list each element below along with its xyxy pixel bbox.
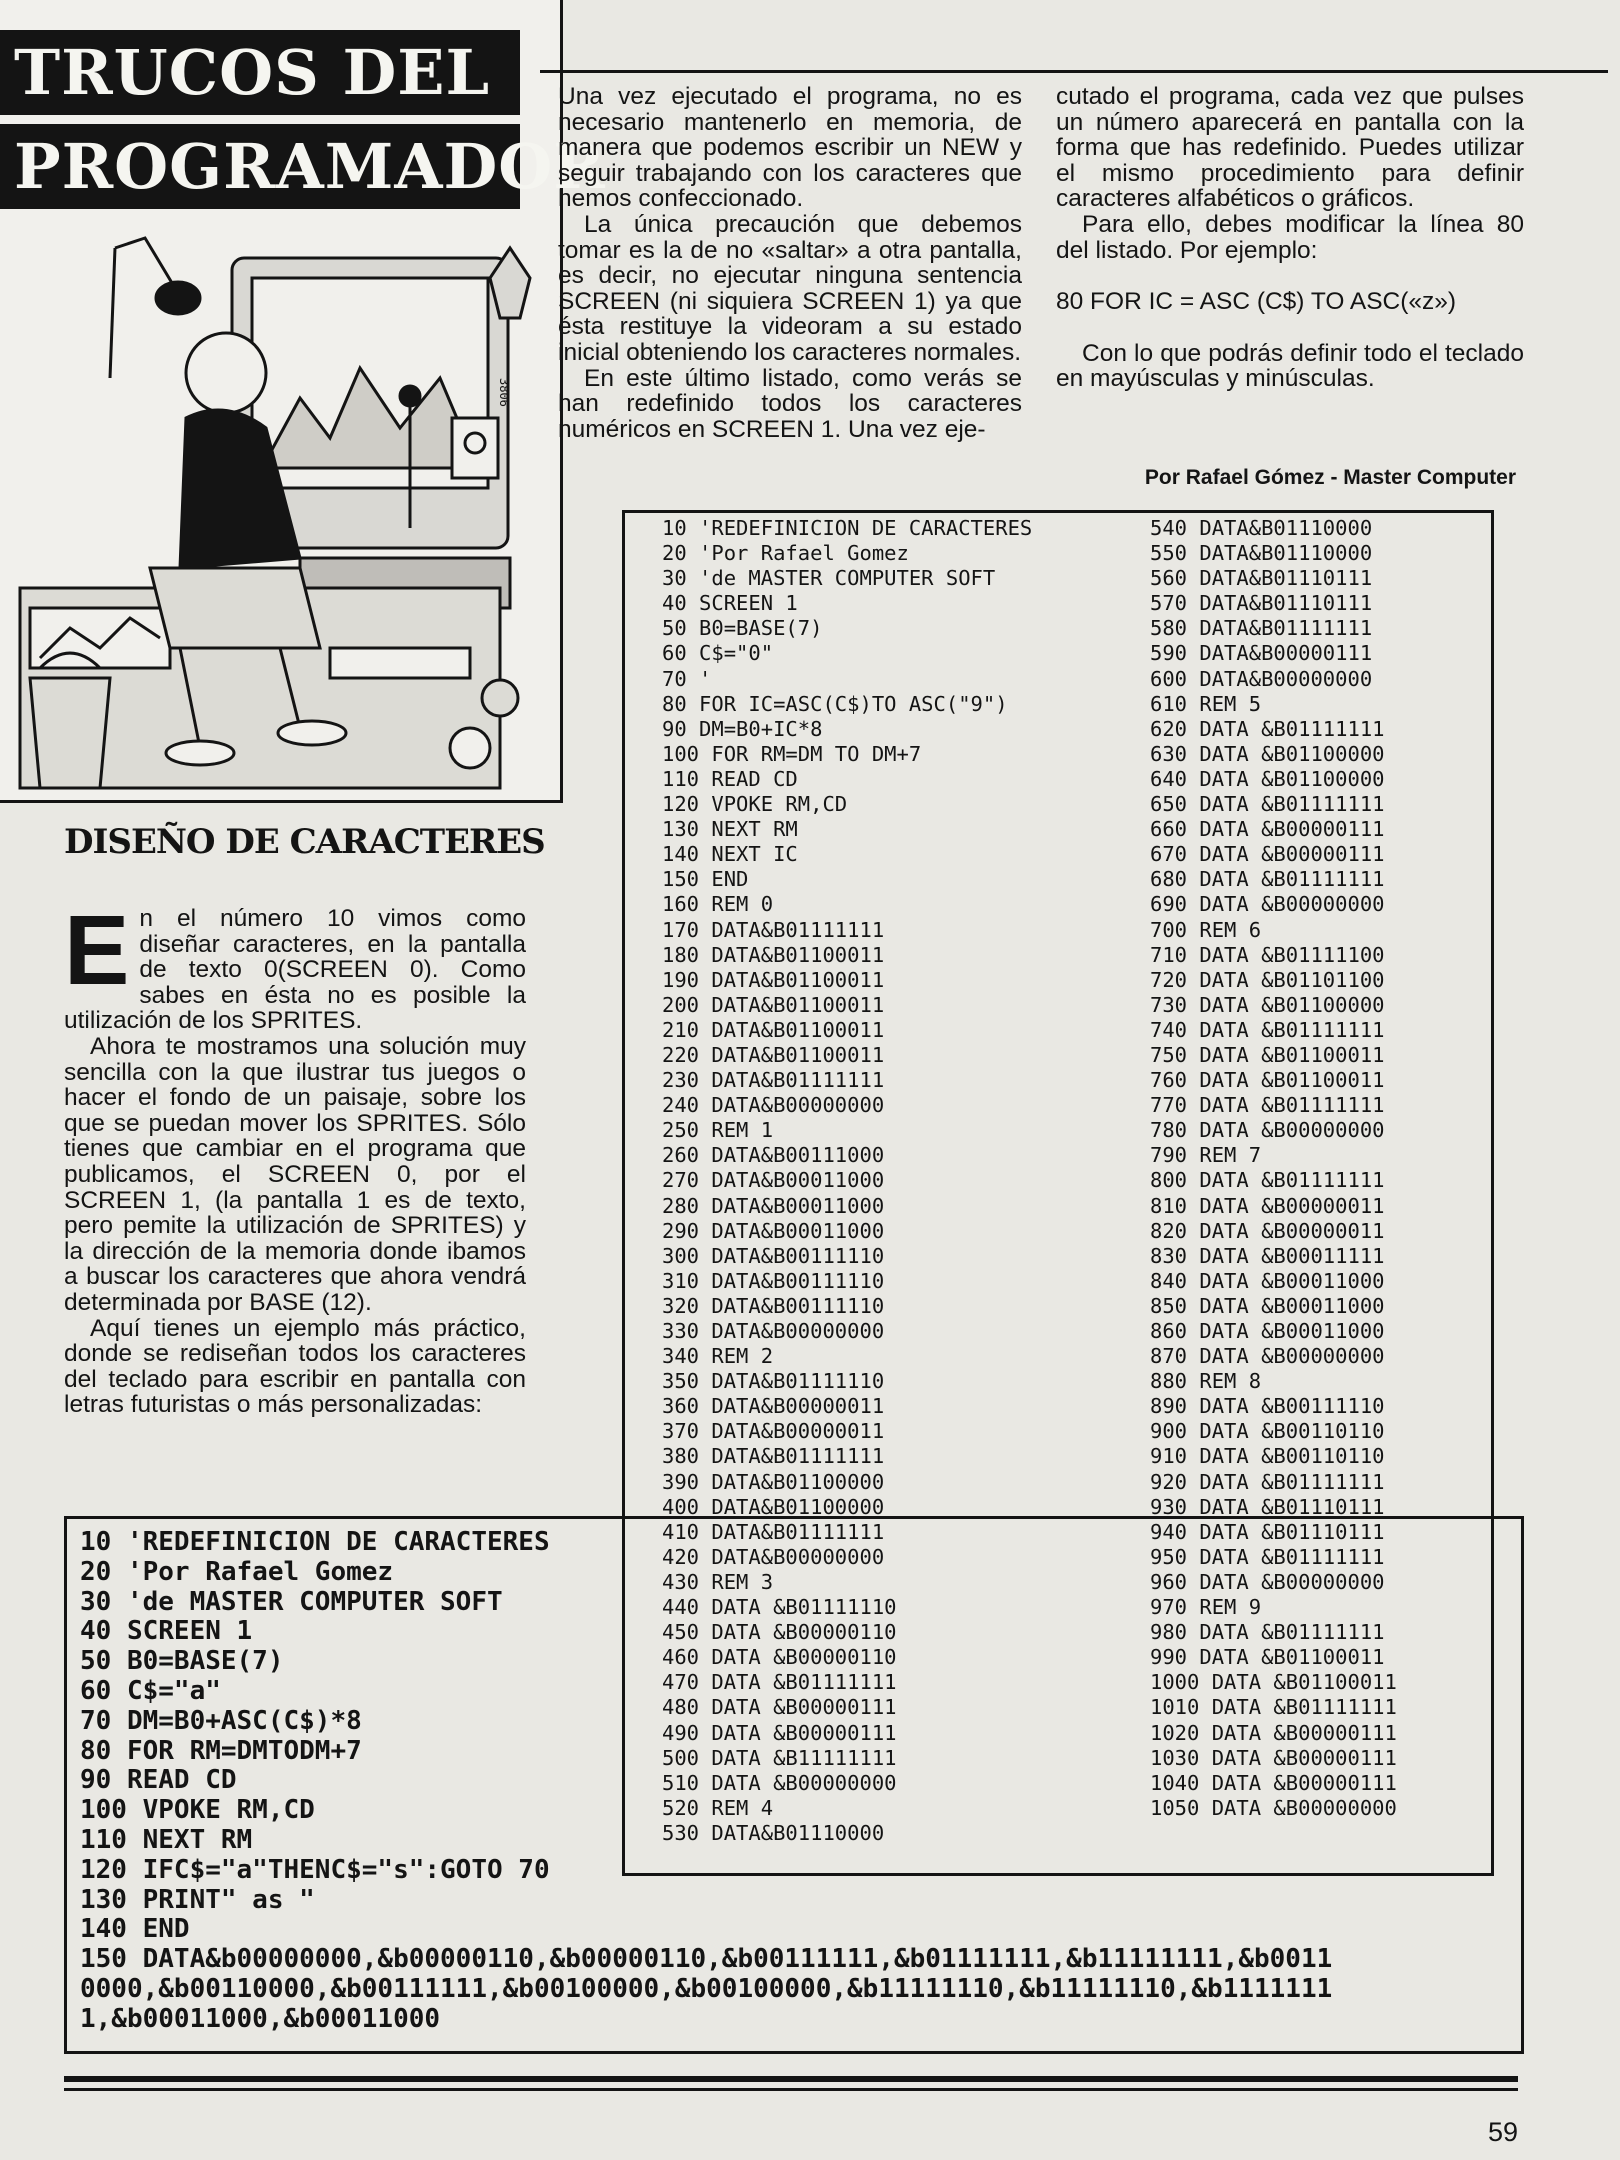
example-code-line: 80 FOR IC = ASC (C$) TO ASC(«z») xyxy=(1056,288,1457,316)
middle-paragraph-1: Una vez ejecutado el programa, no es necesario mantenerlo en memoria, de manera que podemos escribir un NEW y seguir trabajando con los caracteres que hemos confeccionado. xyxy=(558,83,1022,213)
header-panel xyxy=(0,0,606,803)
title-line-2: PROGRAMADOR xyxy=(0,124,520,209)
listing-numbers-column-2: 540 DATA&B01110000 550 DATA&B01110000 560 DATA&B01110111 570 DATA&B01110111 580 DATA&B01111111 590 DATA&B00000111 600 DATA&B00000000 610 REM 5 620 DATA &B01111111 630 DATA &B01100000 640 DATA &B01100000 650 DATA &B01111111 660 DATA &B00000111 670 DATA &B00000111 680 DATA &B01111111 690 DATA &B00000000 700 REM 6 710 DATA &B01111100 720 DATA &B01101100 730 DATA &B01100000 740 DATA &B01111111 750 DATA &B01100011 760 DATA &B01100011 770 DATA &B01111111 780 DATA &B00000000 790 REM 7 800 DATA &B01111111 810 DATA &B00000011 820 DATA &B00000011 830 DATA &B00011111 840 DATA &B00011000 850 DATA &B00011000 860 DATA &B00011000 870 DATA &B00000000 880 REM 8 890 DATA &B00111110 900 DATA &B00110110 910 DATA &B00110110 920 DATA &B01111111 930 DATA &B01110111 940 DATA &B01110111 950 DATA &B01111111 960 DATA &B00000000 970 REM 9 980 DATA &B01111111 990 DATA &B01100011 1000 DATA &B01100011 1010 DATA &B01111111 1020 DATA &B00000111 1030 DATA &B00000111 1040 DATA &B00000111 1050 DATA &B00000000 xyxy=(1150,516,1397,1820)
left-paragraph-3: Aquí tienes un ejemplo más práctico, donde se rediseñan todos los caracteres del teclado para escribir en pantalla con letras futuristas o más personalizadas: xyxy=(64,1314,526,1419)
illustration-screen-label: 3806 xyxy=(497,378,511,407)
right-paragraph-1: cutado el programa, cada vez que pulses un número aparecerá en pantalla con la forma que has redefinido. Puedes utilizar el mismo procedimiento para definir caracteres alfabéticos o gráficos. xyxy=(1056,83,1524,213)
title-line-1: TRUCOS DEL xyxy=(0,30,520,115)
right-paragraph-3: Con lo que podrás definir todo el teclado en mayúsculas y minúsculas. xyxy=(1056,339,1524,393)
page-number: 59 xyxy=(1488,2117,1519,2147)
right-paragraph-2: Para ello, debes modificar la línea 80 del listado. Por ejemplo: xyxy=(1056,210,1524,264)
section-heading: DISEÑO DE CARACTERES xyxy=(64,822,545,862)
left-column xyxy=(64,895,526,1419)
top-rule xyxy=(540,70,1608,73)
programmer-illustration xyxy=(0,228,556,798)
listing-letters: 10 'REDEFINICION DE CARACTERES 20 'Por Rafael Gomez 30 'de MASTER COMPUTER SOFT 40 SCREEN 1 50 B0=BASE(7) 60 C$="a" 70 DM=B0+ASC(C$)*8 80 FOR RM=DMTODM+7 90 READ CD 100 VPOKE RM,CD 110 NEXT RM 120 IFC$="a"THENC$="s":GOTO 70 130 PRINT" as " 140 END 150 DATA&b00000000,&b00000110,&b00000110,&b00111111,&b01111111,&b11111111,&b0011 0000,&b00110000,&b00111111,&b00100000,&b00100000,&b11111110,&b11111110,&b1111111 1,&b00011000,&b00011000 xyxy=(80,1527,1333,2034)
middle-paragraph-2: La única precaución que debemos tomar es la de no «saltar» a otra pantalla, es decir, no ejecutar ninguna sentencia SCREEN (ni siquiera SCREEN 1) ya que ésta restituye la videoram a su estado inicial obteniendo los caracteres normales. xyxy=(558,210,1022,366)
byline: Por Rafael Gómez - Master Computer xyxy=(1144,466,1516,489)
listing-numbers-column-1: 10 'REDEFINICION DE CARACTERES 20 'Por Rafael Gomez 30 'de MASTER COMPUTER SOFT 40 SCREEN 1 50 B0=BASE(7) 60 C$="0" 70 ' 80 FOR IC=ASC(C$)TO ASC("9") 90 DM=B0+IC*8 100 FOR RM=DM TO DM+7 110 READ CD 120 VPOKE RM,CD 130 NEXT RM 140 NEXT IC 150 END 160 REM 0 170 DATA&B01111111 180 DATA&B01100011 190 DATA&B01100011 200 DATA&B01100011 210 DATA&B01100011 220 DATA&B01100011 230 DATA&B01111111 240 DATA&B00000000 250 REM 1 260 DATA&B00111000 270 DATA&B00011000 280 DATA&B00011000 290 DATA&B00011000 300 DATA&B00111110 310 DATA&B00111110 320 DATA&B00111110 330 DATA&B00000000 340 REM 2 350 DATA&B01111110 360 DATA&B00000011 370 DATA&B00000011 380 DATA&B01111111 390 DATA&B01100000 400 DATA&B01100000 410 DATA&B01111111 420 DATA&B00000000 430 REM 3 440 DATA &B01111110 450 DATA &B00000110 460 DATA &B00000110 470 DATA &B01111111 480 DATA &B00000111 490 DATA &B00000111 500 DATA &B11111111 510 DATA &B00000000 520 REM 4 530 DATA&B01110000 xyxy=(662,516,1033,1845)
middle-column xyxy=(558,84,1022,442)
left-paragraph-2: Ahora te mostramos una solución muy sencilla con la que ilustrar tus juegos o hacer el fondo de un paisaje, sobre los que se puedan mover los SPRITES. Sólo tienes que cambiar en el programa que publicamos, el SCREEN 0, por el SCREEN 1, (la pantalla 1 es de texto, pero pemite la utilización de SPRITES) y la dirección de la memoria donde ibamos a buscar los caracteres que ahora vendrá determinada por BASE (12). xyxy=(64,1032,526,1316)
bottom-rule-thin xyxy=(64,2088,1518,2091)
middle-paragraph-3: En este último listado, como verás se han redefinido todos los caracteres numéricos en SCREEN 1. Una vez eje- xyxy=(558,364,1022,443)
drop-cap: E xyxy=(64,895,130,1005)
right-column xyxy=(1056,84,1524,392)
left-paragraph-1: n el número 10 vimos como diseñar caracteres, en la pantalla de texto 0(SCREEN 0). Como sabes en ésta no es posible la utilización de los SPRITES. xyxy=(64,905,526,1035)
bottom-rule-thick xyxy=(64,2076,1518,2082)
